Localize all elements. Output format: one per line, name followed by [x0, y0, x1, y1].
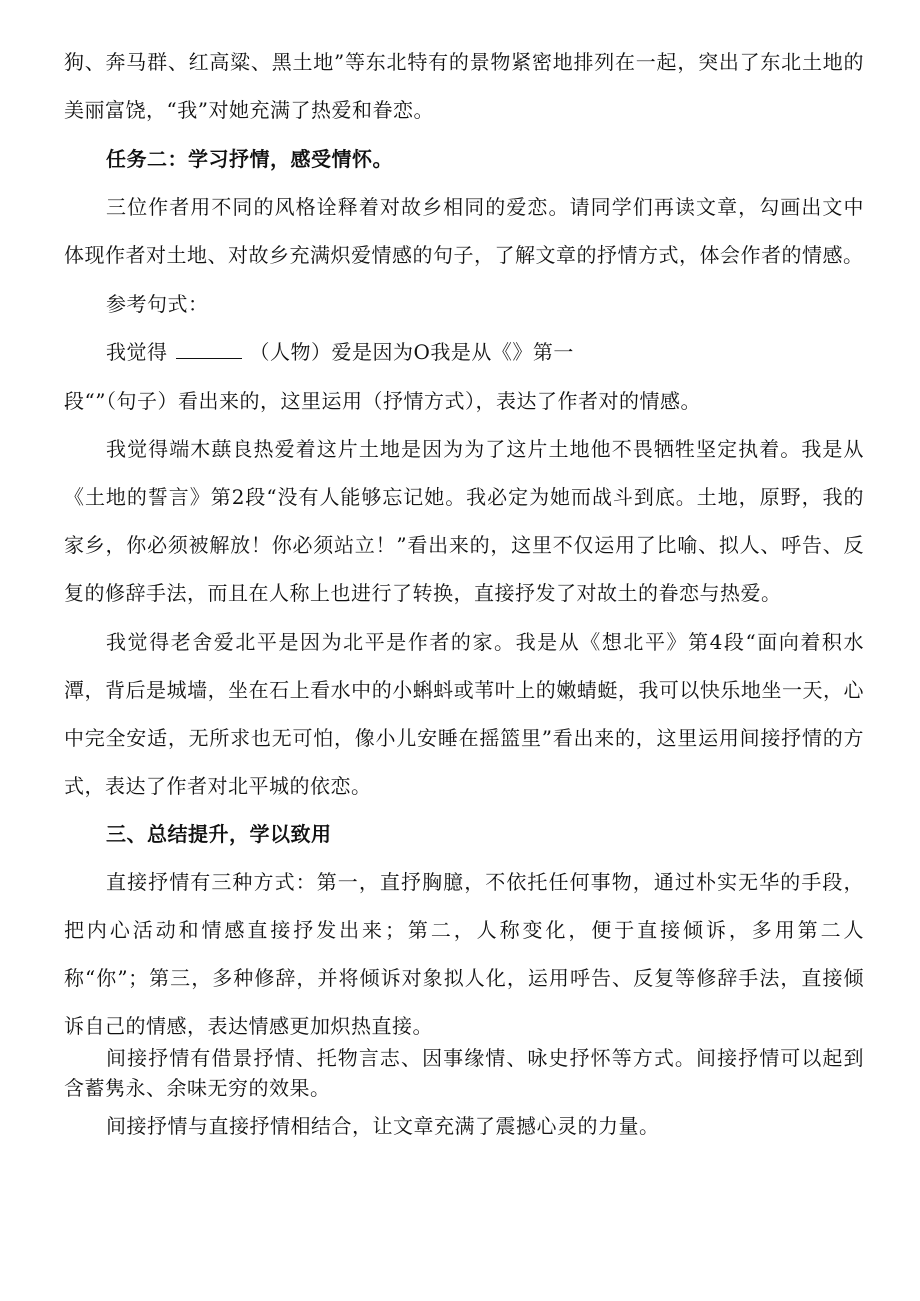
reference-pattern-label: 参考句式： — [106, 292, 209, 316]
direct-lyricism-paragraph: 直接抒情有三种方式：第一，直抒胸臆，不依托任何事物，通过朴实无华的手段，把内心活动和情感直接抒发出来；第二，人称变化，便于直接倾诉，多用第二人称“你”；第三，多种修辞，并将倾诉对象拟人化，运用呼告、反复等修辞手法，直接倾诉自己的情感，表达情感更加炽热直接。 — [64, 870, 864, 1038]
pattern-prefix: 我觉得 — [106, 340, 168, 364]
pattern-rest: （人物）爱是因为O我是从《》第一 — [249, 340, 574, 364]
sentence-pattern-line-1 — [106, 328, 574, 376]
task-two-instructions: 三位作者用不同的风格诠释着对故乡相同的爱恋。请同学们再读文章，勾画出文中体现作者对土地、对故乡充满炽爱情感的句子，了解文章的抒情方式，体会作者的情感。 — [64, 195, 864, 267]
indirect-lyricism-paragraph: 间接抒情有借景抒情、托物言志、因事缘情、咏史抒怀等方式。间接抒情可以起到含蓄隽永、余味无穷的效果。 — [64, 1046, 864, 1100]
example-duanmu: 我觉得端木蕻良热爱着这片土地是因为为了这片土地他不畏牺牲坚定执着。我是从《土地的誓言》第2段“没有人能够忘记她。我必定为她而战斗到底。土地，原野，我的家乡，你必须被解放！你必须站立！”看出来的，这里不仅运用了比喻、拟人、呼告、反复的修辞手法，而且在人称上也进行了转换，直接抒发了对故土的眷恋与热爱。 — [64, 437, 864, 605]
section-three-heading: 三、总结提升，学以致用 — [106, 822, 332, 846]
example-laoshe: 我觉得老舍爱北平是因为北平是作者的家。我是从《想北平》第4段“面向着积水潭，背后是城墙，坐在石上看水中的小蝌蚪或苇叶上的嫩蜻蜓，我可以快乐地坐一天，心中完全安适，无所求也无可怕，像小儿安睡在摇篮里”看出来的，这里运用间接抒情的方式，表达了作者对北平城的依恋。 — [64, 630, 864, 798]
fill-in-blank — [176, 340, 242, 359]
sentence-pattern-line-2: 段“”（句子）看出来的，这里运用（抒情方式），表达了作者对的情感。 — [64, 389, 701, 413]
paragraph-continuation: 狗、奔马群、红高粱、黑土地”等东北特有的景物紧密地排列在一起，突出了东北土地的美丽富饶，“我”对她充满了热爱和眷恋。 — [64, 50, 864, 122]
task-two-heading: 任务二：学习抒情，感受情怀。 — [106, 147, 393, 171]
conclusion-paragraph: 间接抒情与直接抒情相结合，让文章充满了震撼心灵的力量。 — [106, 1114, 660, 1138]
